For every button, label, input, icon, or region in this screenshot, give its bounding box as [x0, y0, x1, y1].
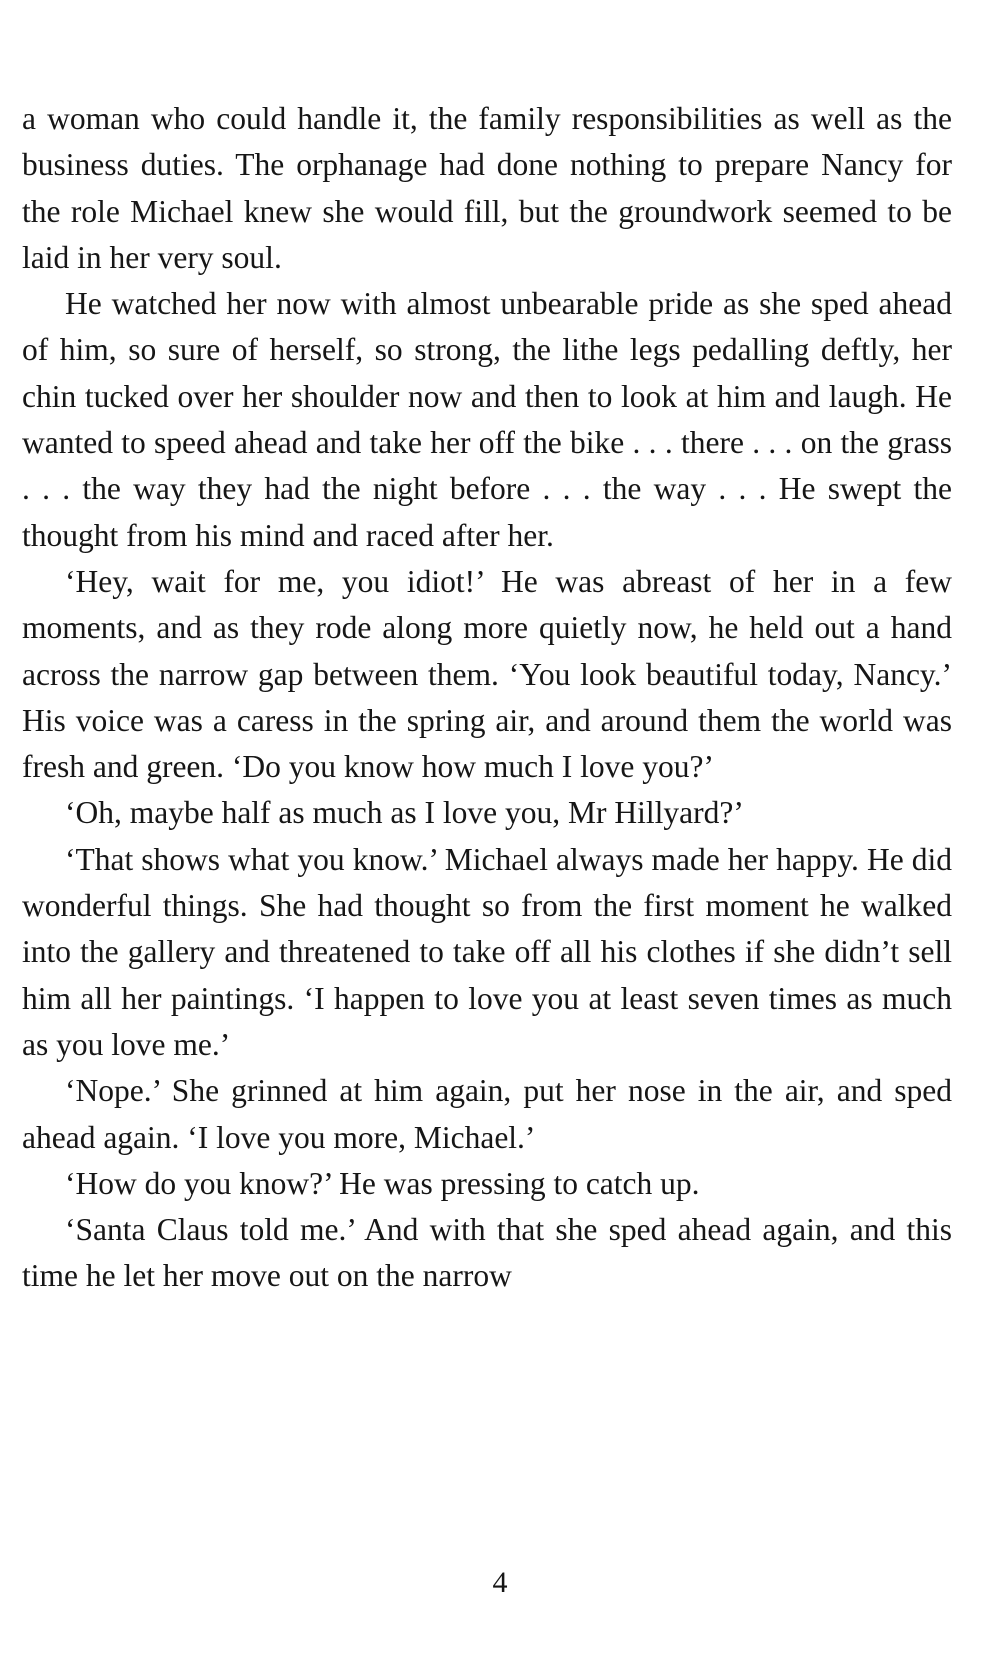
- body-text: [22, 96, 952, 1300]
- paragraph: ‘Nope.’ She grinned at him again, put her nose in the air, and sped ahead again. ‘I love you more, Michael.’: [22, 1073, 952, 1155]
- paragraph: ‘Oh, maybe half as much as I love you, Mr Hillyard?’: [65, 795, 744, 831]
- paragraph: ‘Hey, wait for me, you idiot!’ He was abreast of her in a few moments, and as they rode along more quietly now, he held out a hand across the narrow gap between them. ‘You look beautiful today, Nancy.’ His voice was a caress in the spring air, and around them the world was fresh and green. ‘Do you know how much I love you?’: [22, 563, 952, 785]
- paragraph: ‘That shows what you know.’ Michael always made her happy. He did wonderful things. She had thought so from the first moment he walked into the gallery and threatened to take off all his clothes if she didn’t sell him all her paintings. ‘I happen to love you at least seven times as much as you love me.’: [22, 841, 952, 1062]
- paragraph: ‘How do you know?’ He was pressing to catch up.: [65, 1165, 700, 1201]
- paragraph: ‘Santa Claus told me.’ And with that she sped ahead again, and this time he let her move out on the narrow: [22, 1212, 952, 1294]
- paragraph-continuation: a woman who could handle it, the family responsibilities as well as the business duties. The orphanage had done nothing to prepare Nancy for the role Michael knew she would fill, but the groundwork seemed to be laid in her very soul.: [22, 101, 952, 275]
- page-number: 4: [492, 1566, 508, 1599]
- paragraph: He watched her now with almost unbearable pride as she sped ahead of him, so sure of herself, so strong, the lithe legs pedalling deftly, her chin tucked over her shoulder now and then to look at him and laugh. He wanted to speed ahead and take her off the bike . . . there . . . on the grass . . . the way they had the night before . . . the way . . . He swept the thought from his mind and raced after her.: [22, 286, 952, 553]
